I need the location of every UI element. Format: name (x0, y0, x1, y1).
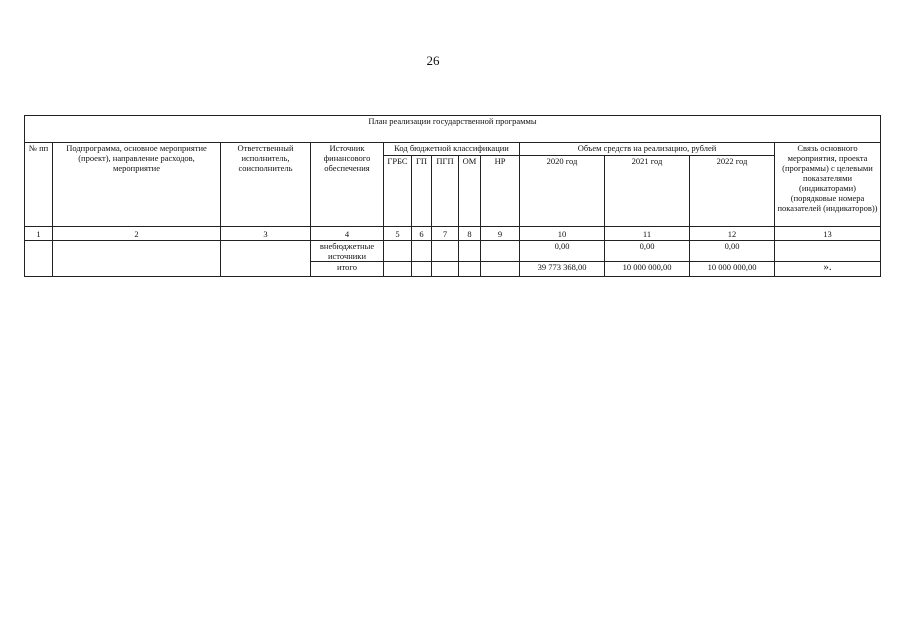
header-link: Связь основного мероприятия, проекта (программы) с целевыми показателями (индикаторами) (порядковые номера показателей (индикаторов)) (775, 143, 881, 227)
column-number: 12 (690, 227, 775, 241)
header-year-2022: 2022 год (690, 156, 775, 227)
column-number: 6 (412, 227, 432, 241)
cell-grbs-empty (384, 241, 412, 262)
cell-gp-empty (412, 262, 432, 277)
program-plan-table (24, 115, 881, 277)
column-number: 9 (481, 227, 520, 241)
column-number: 11 (605, 227, 690, 241)
column-number: 13 (775, 227, 881, 241)
page-number: 26 (426, 53, 440, 68)
column-number: 5 (384, 227, 412, 241)
cell-pgp-empty (432, 241, 459, 262)
cell-grbs-empty (384, 262, 412, 277)
cell-value-2022: 0,00 (690, 241, 775, 262)
column-number: 10 (520, 227, 605, 241)
cell-gp-empty (412, 241, 432, 262)
cell-pgp-empty (432, 262, 459, 277)
header-nr: НР (481, 156, 520, 227)
cell-link (775, 241, 881, 262)
header-grbs: ГРБС (384, 156, 412, 227)
header-year-2021: 2021 год (605, 156, 690, 227)
cell-subprogram-empty (53, 241, 221, 277)
header-om: ОМ (459, 156, 481, 227)
cell-source: итого (311, 262, 384, 277)
table-row (25, 241, 881, 262)
cell-source: внебюджетные источники (311, 241, 384, 262)
header-subprogram: Подпрограмма, основное мероприятие (проект), направление расходов, мероприятие (53, 143, 221, 227)
cell-responsible-empty (221, 241, 311, 277)
column-number: 7 (432, 227, 459, 241)
header-volume: Объем средств на реализацию, рублей (520, 143, 775, 156)
cell-value-2022: 10 000 000,00 (690, 262, 775, 277)
closing-quote: ». (775, 262, 881, 277)
cell-value-2020: 0,00 (520, 241, 605, 262)
column-number: 2 (53, 227, 221, 241)
header-budget-code: Код бюджетной классификации (384, 143, 520, 156)
header-pgp: ПГП (432, 156, 459, 227)
cell-nr-empty (481, 262, 520, 277)
column-number: 3 (221, 227, 311, 241)
cell-value-2021: 10 000 000,00 (605, 262, 690, 277)
header-gp: ГП (412, 156, 432, 227)
cell-om-empty (459, 262, 481, 277)
cell-om-empty (459, 241, 481, 262)
header-year-2020: 2020 год (520, 156, 605, 227)
header-responsible: Ответственный исполнитель, соисполнитель (221, 143, 311, 227)
cell-value-2020: 39 773 368,00 (520, 262, 605, 277)
cell-nr-empty (481, 241, 520, 262)
header-source: Источник финансового обеспечения (311, 143, 384, 227)
column-number: 4 (311, 227, 384, 241)
column-number: 8 (459, 227, 481, 241)
cell-value-2021: 0,00 (605, 241, 690, 262)
column-number: 1 (25, 227, 53, 241)
table-title: План реализации государственной программы (25, 116, 881, 143)
cell-num-empty (25, 241, 53, 277)
header-num: № пп (25, 143, 53, 227)
